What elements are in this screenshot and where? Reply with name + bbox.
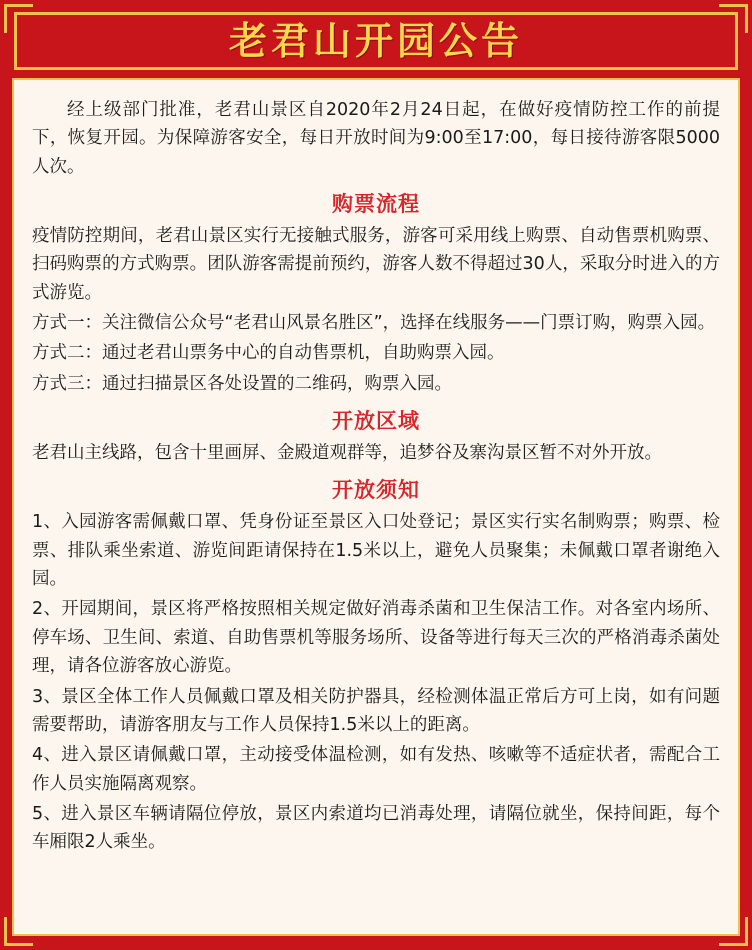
section-heading-open-area: 开放区域	[332, 409, 420, 434]
ticketing-paragraph-1: 方式一：关注微信公众号“老君山风景名胜区”，选择在线服务——门票订购，购票入园。	[32, 313, 716, 334]
ticketing-paragraph-3: 方式三：通过扫描景区各处设置的二维码，购票入园。	[32, 373, 452, 394]
poster-title-bar	[14, 12, 738, 70]
ticketing-paragraph-0: 疫情防控期间，老君山景区实行无接触式服务，游客可采用线上购票、自动售票机购票、扫码购票的方式购票。团队游客需提前预约，游客人数不得超过30人，采取分时进入的方式游览。	[32, 226, 720, 303]
notice-paragraph-2: 3、景区全体工作人员佩戴口罩及相关防护器具，经检测体温正常后方可上岗，如有问题需要帮助，请游客朋友与工作人员保持1.5米以上的距离。	[32, 686, 720, 735]
notice-paragraph-3: 4、进入景区请佩戴口罩，主动接受体温检测，如有发热、咳嗽等不适症状者，需配合工作人员实施隔离观察。	[32, 745, 720, 794]
poster-body	[12, 78, 740, 936]
page-title: 老君山开园公告	[228, 19, 523, 63]
section-heading-notices: 开放须知	[332, 478, 420, 503]
notice-paragraph-4: 5、进入景区车辆请隔位停放，景区内索道均已消毒处理，请隔位就坐，保持间距，每个车厢限2人乘坐。	[32, 803, 720, 853]
ticketing-paragraph-2: 方式二：通过老君山票务中心的自动售票机，自助购票入园。	[32, 343, 505, 364]
section-heading-ticketing: 购票流程	[332, 192, 420, 217]
notice-paragraph-0: 1、入园游客需佩戴口罩、凭身份证至景区入口处登记；景区实行实名制购票；购票、检票、排队乘坐索道、游览间距请保持在1.5米以上，避免人员聚集；未佩戴口罩者谢绝入园。	[32, 512, 720, 590]
intro-paragraph: 经上级部门批准，老君山景区自2020年2月24日起，在做好疫情防控工作的前提下，恢复开园。为保障游客安全，每日开放时间为9:00至17:00，每日接待游客限5000人次。	[32, 100, 720, 177]
notice-paragraph-1: 2、开园期间，景区将严格按照相关规定做好消毒杀菌和卫生保洁工作。对各室内场所、停车场、卫生间、索道、自助售票机等服务场所、设备等进行每天三次的严格消毒杀菌处理，请各位游客放心游览。	[32, 599, 720, 677]
open-area-paragraph-0: 老君山主线路，包含十里画屏、金殿道观群等，追梦谷及寨沟景区暂不对外开放。	[32, 443, 662, 464]
